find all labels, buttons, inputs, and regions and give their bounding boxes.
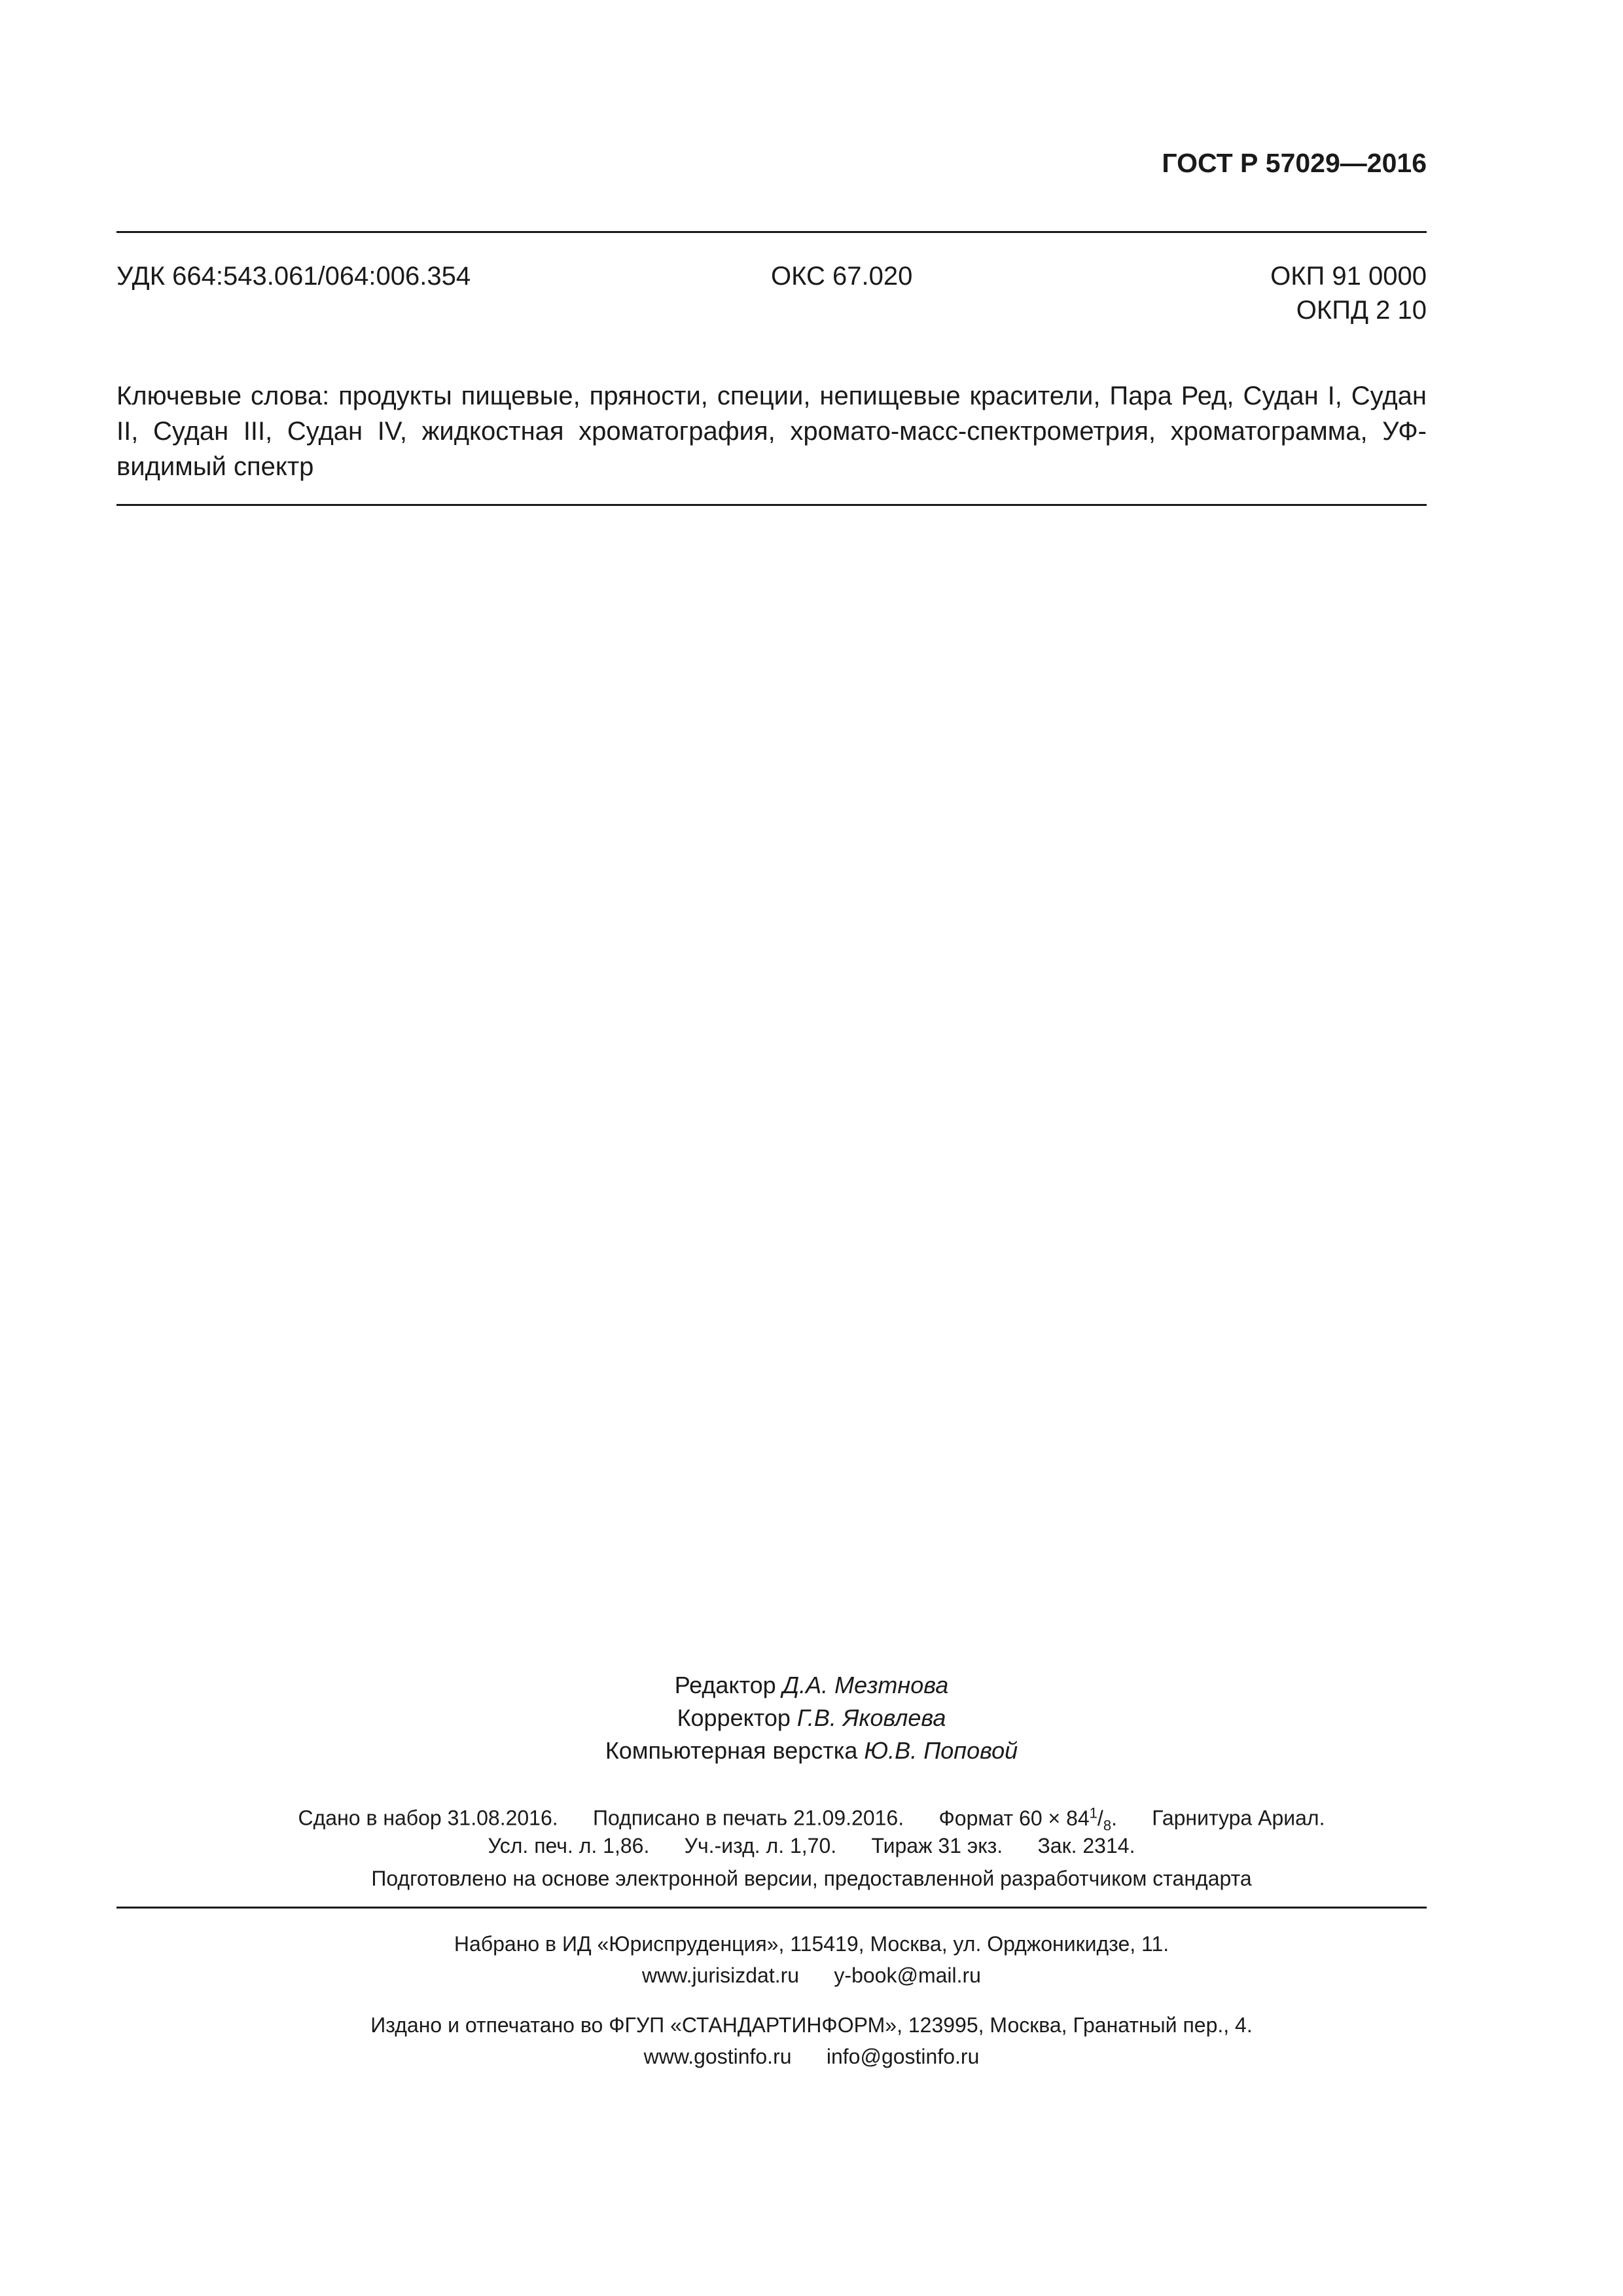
typeset-contacts [0,1960,1623,1991]
layout-role: Компьютерная верстка [605,1737,858,1764]
prepared-note: Подготовлено на основе электронной версии, предоставленной разработчиком стандарта [371,1867,1252,1890]
imprint-divider [116,1907,1427,1909]
typeset-line: Набрано в ИД «Юриспруденция», 115419, Москва, ул. Орджоникидзе, 11. [454,1932,1169,1956]
publisher-email-link[interactable]: info@gostinfo.ru [826,2045,980,2068]
editor-line [0,1669,1623,1702]
layout-name: Ю.В. Поповой [864,1737,1018,1764]
classification-row [116,259,1427,338]
okp-code: ОКП 91 0000 [1270,262,1427,291]
top-divider [116,231,1427,233]
typeset-website-link[interactable]: www.jurisizdat.ru [642,1964,800,1987]
editor-name: Д.А. Мезтнова [782,1672,949,1698]
typeset-email-link[interactable]: y-book@mail.ru [834,1964,981,1987]
staff-credits [0,1669,1623,1767]
signed-date: Подписано в печать 21.09.2016. [593,1806,904,1830]
paper-format: Формат $60 \times 84^1/_8$. [938,1804,1117,1834]
print-details-line-2 [0,1830,1623,1861]
publisher-sheets: Уч.-изд. л. 1,70. [684,1834,837,1857]
publisher-website-link[interactable]: www.gostinfo.ru [643,2045,792,2068]
print-sheets: Усл. печ. л. 1,86. [488,1834,650,1857]
corrector-name: Г.В. Яковлева [796,1704,946,1731]
corrector-line [0,1702,1623,1734]
submitted-date: Сдано в набор 31.08.2016. [298,1806,558,1830]
layout-line [0,1734,1623,1767]
typeface: Гарнитура Ариал. [1152,1806,1325,1830]
corrector-role: Корректор [677,1704,791,1731]
publisher-contacts [0,2041,1623,2072]
keywords-divider [116,504,1427,506]
oks-code: ОКС 67.020 [771,262,913,291]
udk-code: УДК 664:543.061/064:006.354 [116,262,471,291]
standard-designation: ГОСТ Р 57029—2016 [1162,148,1427,178]
okp-codes [1270,259,1427,327]
keywords-paragraph: Ключевые слова: продукты пищевые, пряности, специи, непищевые красители, Пара Ред, Судан I, Судан II, Судан III, Судан IV, жидкостная хроматография, хромато-масс-спектрометрия, хроматограмма, УФ-видимый спектр [116,382,1427,481]
okpd-code: ОКПД 2 10 [1296,296,1427,325]
publisher-line: Издано и отпечатано во ФГУП «СТАНДАРТИНФОРМ», 123995, Москва, Гранатный пер., 4. [370,2013,1253,2037]
editor-role: Редактор [674,1672,776,1698]
order-number: Зак. 2314. [1037,1834,1135,1857]
print-run: Тираж 31 экз. [871,1834,1003,1857]
